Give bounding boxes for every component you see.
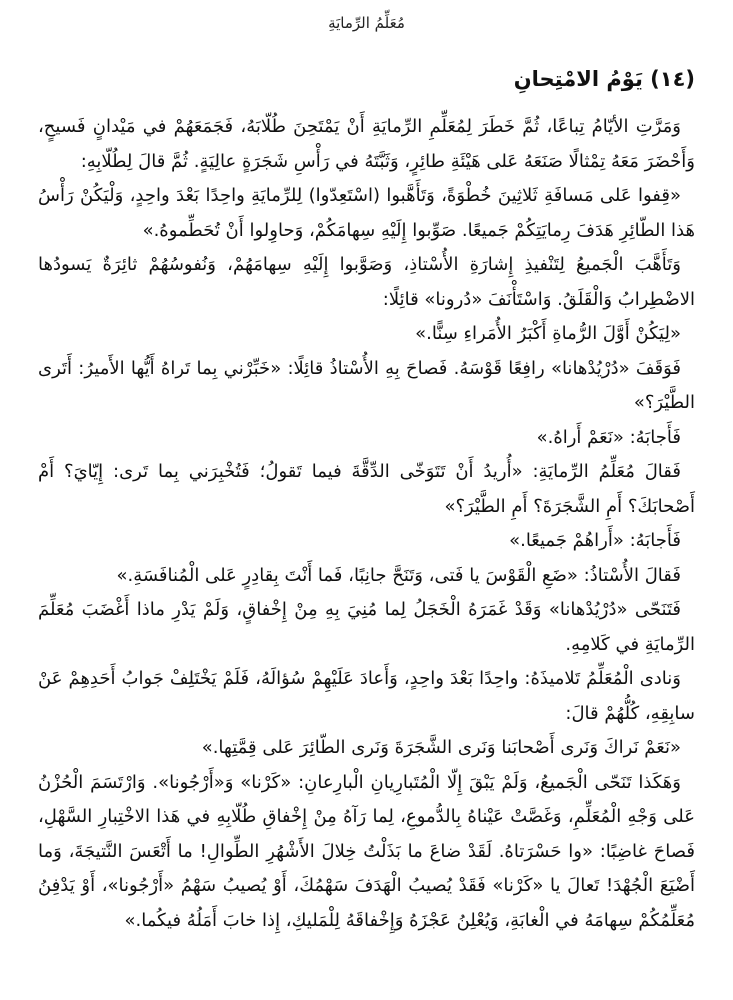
paragraph: فَأَجابَهُ: «نَعَمْ أَراهُ.»	[536, 426, 681, 448]
running-header: مُعَلِّمُ الرِّمايَةِ	[328, 14, 405, 32]
paragraph: «لِيَكُنْ أَوَّلَ الرُّماةِ أَكْبَرُ الأُمَراءِ سِنًّا.»	[415, 323, 681, 344]
paragraph: فَقالَ مُعَلِّمُ الرِّمايَةِ: «أُريدُ أَنْ تَتَوَخّى الدِّقَّةَ فيما تَقولُ؛ فَتُخْبِرَني بِما تَرى: إِيّايَ؟ أَمْ أَصْحابَكَ؟ أَمِ الشَّجَرَةَ؟ أَمِ الطَّيْرَ؟»	[38, 461, 695, 517]
paragraph: فَوَقَفَ «دُرْيُدْهانا» رافِعًا قَوْسَهُ. فَصاحَ بِهِ الأُسْتاذُ قائِلًا: «خَبِّرْني بِما تَراهُ أَيُّها الأَميرُ: أَتَرى الطَّيْرَ؟»	[38, 357, 695, 413]
paragraph: وَمَرَّتِ الأيّامُ تِباعًا، ثُمَّ خَطَرَ لِمُعَلِّمِ الرِّمايَةِ أَنْ يَمْتَحِنَ طُلّابَهُ، فَجَمَعَهُمْ في مَيْدانٍ فَسيحٍ، وَأَحْضَرَ مَعَهُ تِمْثالًا صَنَعَهُ عَلى هَيْئَةِ طائِرٍ، وَثَبَّتَهُ في رَأْسِ شَجَرَةٍ عالِيَةٍ. ثُمَّ قالَ لِطُلّابِهِ:	[38, 116, 695, 172]
paragraph: فَتَنَحّى «دُرْيُدْهانا» وَقَدْ غَمَرَهُ الْخَجَلُ لِما مُنِيَ بِهِ مِنْ إِخْفاقٍ، وَلَمْ يَدْرِ ماذا أَغْضَبَ مُعَلِّمَ الرِّمايَةِ في كَلامِهِ.	[38, 599, 695, 655]
paragraph: فَأَجابَهُ: «أَراهُمْ جَميعًا.»	[509, 530, 681, 551]
chapter-body	[38, 110, 695, 938]
chapter-title: (١٤) يَوْمُ الامْتِحانِ	[513, 67, 695, 91]
paragraph: وَنادى الْمُعَلِّمُ تَلاميذَهُ: واحِدًا بَعْدَ واحِدٍ، وَأَعادَ عَلَيْهِمْ سُؤالَهُ، فَلَمْ يَخْتَلِفْ جَوابُ أَحَدِهِمْ عَنْ سابِقِهِ، كُلُّهُمْ قالَ:	[38, 668, 695, 724]
paragraph: «قِفوا عَلى مَسافَةِ ثَلاثِينَ خُطْوَةً، وَتَأَهَّبوا (اسْتَعِدّوا) لِلرِّمايَةِ واحِدًا بَعْدَ واحِدٍ، وَلْيَكُنْ رَأْسُ هَذا الطّائِرِ هَدَفَ رِمايَتِكُمْ جَميعًا. صَوِّبوا إِلَيْهِ سِهامَكُمْ، وَحاوِلوا أَنْ تُحَطِّموهُ.»	[38, 185, 695, 241]
paragraph: وَتَأَهَّبَ الْجَميعُ لِتَنْفيذِ إِشارَةِ الأُسْتاذِ، وَصَوَّبوا إِلَيْهِ سِهامَهُمْ، وَنُفوسُهُمْ ثائِرَةٌ يَسودُها الاضْطِرابُ وَالْقَلَقُ. وَاسْتَأْنَفَ «دُرونا» قائِلًا:	[38, 254, 695, 310]
paragraph: فَقالَ الأُسْتاذُ: «ضَعِ الْقَوْسَ يا فَتى، وَتَنَحَّ جانِبًا، فَما أَنْتَ بِقادِرٍ عَلى الْمُنافَسَةِ.»	[116, 564, 681, 586]
paragraph: «نَعَمْ نَراكَ وَنَرى أَصْحابَنا وَنَرى الشَّجَرَةَ وَنَرى الطّائِرَ عَلى قِمَّتِها.»	[201, 737, 681, 758]
paragraph: وَهَكَذا تَنَحّى الْجَميعُ، وَلَمْ يَبْقَ إِلّا الْمُتَبارِيانِ الْبارِعانِ: «كَرْنا» وَ«أَرْجُونا». وَارْتَسَمَ الْحُزْنُ عَلى وَجْهِ الْمُعَلِّمِ، وَغَصَّتْ عَيْناهُ بِالدُّموعِ، لِما رَآهُ مِنْ إِخْفاقِ طُلّابِهِ في هَذا الاخْتِبارِ السَّهْلِ، فَصاحَ غاضِبًا: «وا حَسْرَتاهُ. لَقَدْ ضاعَ ما بَذَلْتُ خِلالَ الأَشْهُرِ الطِّوالِ! ما أَتْعَسَ النَّتيجَةَ، وَما أَضْيَعَ الْجُهْدَ! تَعالَ يا «كَرْنا» فَقَدْ يُصيبُ الْهَدَفَ سَهْمُكَ، أَوْ يُصيبُ سَهْمُ «أَرْجُونا»، أَوْ يَدْفِنُ مُعَلِّمُكُمْ سِهامَهُ في الْغابَةِ، وَيُعْلِنُ عَجْزَهُ وَإِخْفاقَهُ لِلْمَليكِ، إِذا خابَ أَمَلُهُ فيكُما.»	[38, 771, 695, 931]
